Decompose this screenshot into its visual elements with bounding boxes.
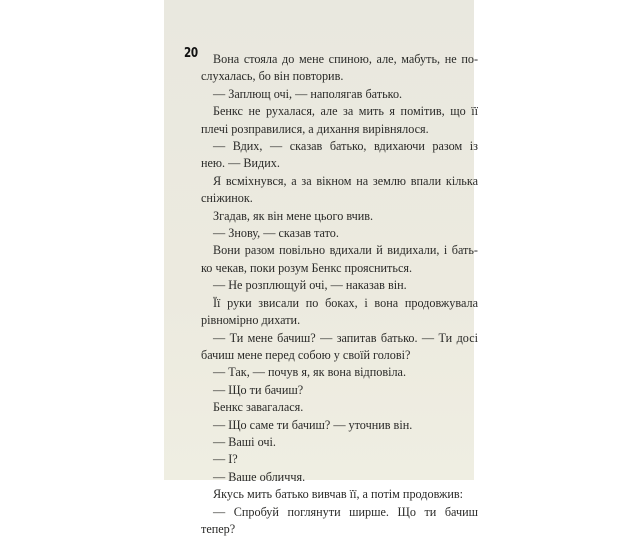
text-line: рівномірно дихати. bbox=[201, 313, 301, 328]
text-line: Я всміхнувся, а за вікном на землю впали кілька bbox=[213, 173, 478, 188]
text-line: — Ти мене бачиш? — запитав батько. — Ти досі bbox=[213, 330, 478, 345]
text-line: сніжинок. bbox=[201, 191, 253, 206]
text-line: — Знову, — сказав тато. bbox=[213, 226, 339, 241]
text-line: Вона стояла до мене спиною, але, мабуть, не по- bbox=[213, 52, 478, 66]
text-line: — Що саме ти бачиш? — уточнив він. bbox=[213, 417, 413, 432]
text-line: плечі розправилися, а дихання вирівнялося. bbox=[201, 121, 429, 136]
text-line: — Спробуй поглянути ширше. Що ти бачиш тепер? bbox=[201, 504, 478, 536]
text-line: — Вдих, — сказав батько, вдихаючи разом із bbox=[213, 139, 478, 154]
text-line: Бенкс не рухалася, але за мить я помітив, що її bbox=[213, 104, 478, 119]
text-line: Згадав, як він мене цього вчив. bbox=[213, 208, 374, 223]
text-line: ко чекав, поки розум Бенкс проясниться. bbox=[201, 260, 413, 275]
book-page bbox=[164, 0, 478, 536]
text-line: — Ваше обличчя. bbox=[213, 469, 306, 484]
text-line: — Заплющ очі, — наполягав батько. bbox=[213, 86, 403, 101]
page-number: 20 bbox=[184, 46, 198, 61]
text-line: — І? bbox=[213, 452, 238, 467]
text-line: нею. — Видих. bbox=[201, 156, 280, 171]
text-line: — Що ти бачиш? bbox=[213, 382, 304, 397]
text-line: Її руки звисали по боках, і вона продовжувала bbox=[213, 295, 478, 310]
text-line: слухалась, бо він повторив. bbox=[201, 69, 344, 84]
text-line: Якусь мить батько вивчав її, а потім продовжив: bbox=[213, 487, 464, 502]
text-line: бачиш мене перед собою у своїй голові? bbox=[201, 347, 411, 362]
text-line: — Ваші очі. bbox=[213, 434, 276, 449]
text-line: Вони разом повільно вдихали й видихали, і бать- bbox=[213, 243, 478, 258]
text-line: — Не розплющуй очі, — наказав він. bbox=[213, 278, 407, 293]
page-body-text bbox=[201, 51, 478, 538]
text-line: Бенкс завагалася. bbox=[213, 400, 304, 415]
text-line: — Так, — почув я, як вона відповіла. bbox=[213, 365, 407, 380]
